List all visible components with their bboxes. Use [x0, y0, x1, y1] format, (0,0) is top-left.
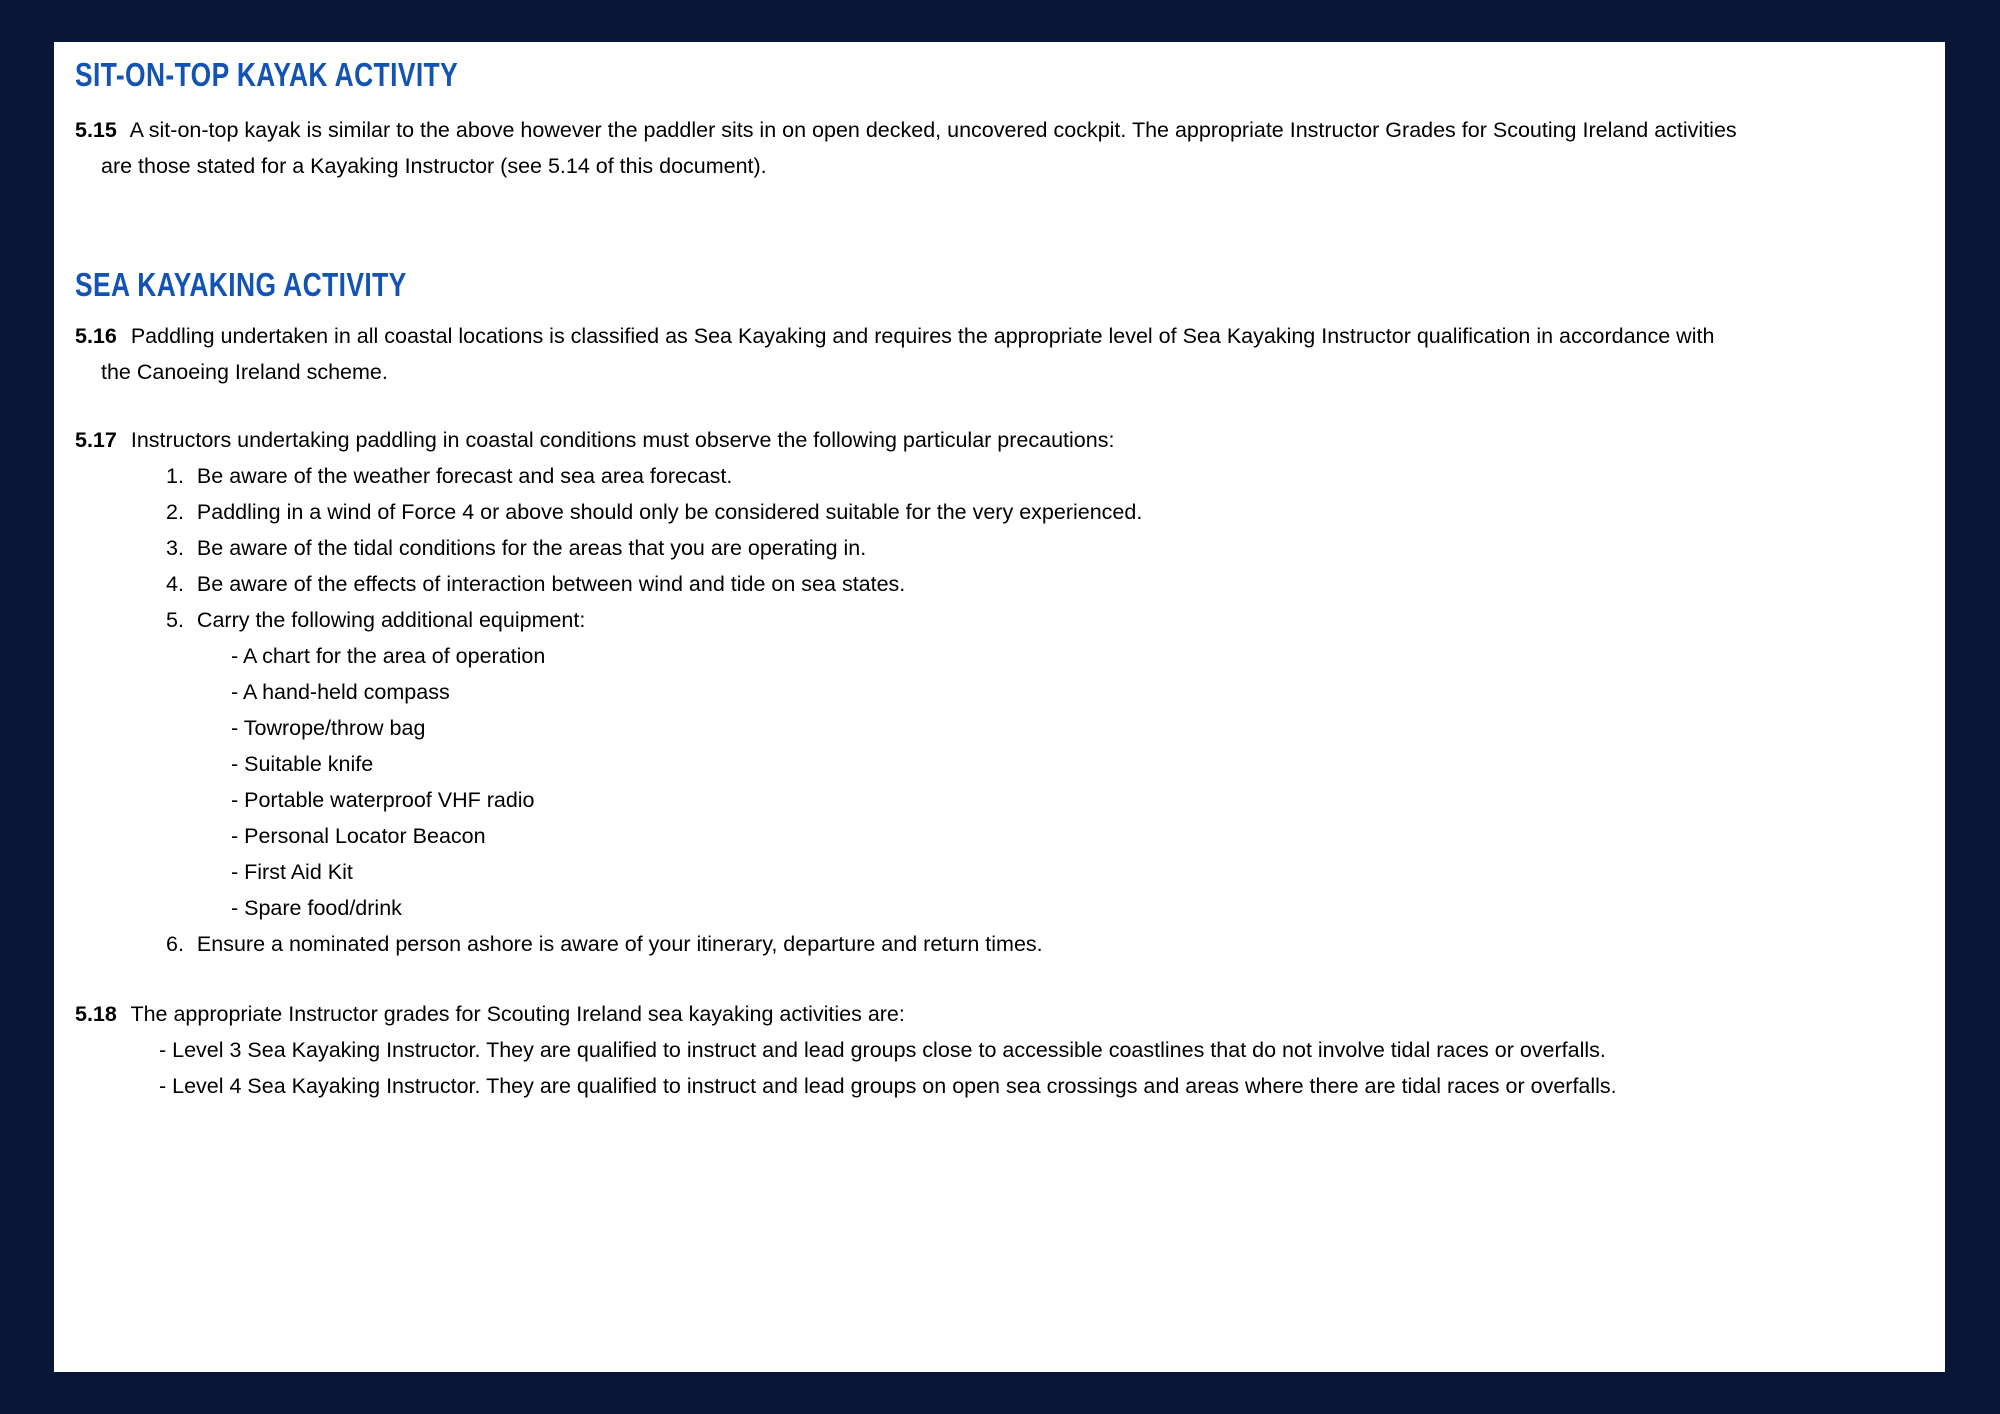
- dash-item-level-3: [159, 1032, 1921, 1068]
- paragraph-5-17-line-1: [75, 422, 1921, 458]
- sub-list-item-text: - A chart for the area of operation: [231, 644, 546, 668]
- sub-list-item-text: - Towrope/throw bag: [231, 716, 426, 740]
- list-item-number: 4.: [166, 572, 184, 596]
- sub-list-item-text: - Spare food/drink: [231, 896, 402, 920]
- sub-list-item-vhf-radio: [231, 782, 1921, 818]
- list-item-2: [166, 494, 1921, 530]
- section-sit-on-top: [75, 58, 1921, 92]
- paragraph-5-16-line-1: [75, 318, 1921, 354]
- paragraph-text: Instructors undertaking paddling in coastal conditions must observe the following particular precautions:: [130, 428, 1115, 452]
- list-item-number: 2.: [166, 500, 184, 524]
- section-heading-sea-kayaking: SEA KAYAKING ACTIVITY: [75, 266, 407, 303]
- sub-list-item-text: - Suitable knife: [231, 752, 374, 776]
- list-item-text: Paddling in a wind of Force 4 or above should only be considered suitable for the very experienced.: [196, 500, 1143, 524]
- paragraph-text: A sit-on-top kayak is similar to the above however the paddler sits in on open decked, uncovered cockpit. The appropriate Instructor Grades for Scouting Ireland activities: [129, 118, 1737, 142]
- list-item-1: [166, 458, 1921, 494]
- list-item-number: 5.: [166, 608, 184, 632]
- sub-list-item-first-aid: [231, 854, 1921, 890]
- document-page: [54, 42, 1945, 1372]
- paragraph-number: 5.15: [75, 118, 117, 142]
- sub-list-item-compass: [231, 674, 1921, 710]
- paragraph-number: 5.18: [75, 1002, 117, 1026]
- paragraph-5-18-line-1: [75, 996, 1921, 1032]
- dash-item-text: - Level 4 Sea Kayaking Instructor. They are qualified to instruct and lead groups on open sea crossings and areas where there are tidal races or overfalls.: [159, 1074, 1617, 1098]
- list-item-3: [166, 530, 1921, 566]
- sub-list-item-text: - Personal Locator Beacon: [231, 824, 486, 848]
- sub-list-item-text: - A hand-held compass: [231, 680, 450, 704]
- paragraph-number: 5.17: [75, 428, 117, 452]
- list-item-5: [166, 602, 1921, 638]
- sub-list-item-text: - Portable waterproof VHF radio: [231, 788, 535, 812]
- list-item-text: Be aware of the weather forecast and sea area forecast.: [196, 464, 733, 488]
- paragraph-5-15-line-2: [101, 148, 1921, 184]
- section-sea-kayaking: [75, 268, 1921, 302]
- paragraph-5-15-line-1: [75, 112, 1921, 148]
- section-heading-sit-on-top: SIT-ON-TOP KAYAK ACTIVITY: [75, 56, 459, 93]
- sub-list-item-towrope: [231, 710, 1921, 746]
- list-item-text: Be aware of the tidal conditions for the areas that you are operating in.: [196, 536, 867, 560]
- paragraph-text: The appropriate Instructor grades for Scouting Ireland sea kayaking activities are:: [130, 1002, 905, 1026]
- paragraph-5-16-line-2: [101, 354, 1921, 390]
- list-item-text: Be aware of the effects of interaction between wind and tide on sea states.: [196, 572, 906, 596]
- list-item-number: 3.: [166, 536, 184, 560]
- document-content: [54, 42, 1945, 1104]
- paragraph-text: are those stated for a Kayaking Instructor (see 5.14 of this document).: [101, 154, 767, 178]
- list-item-text: Ensure a nominated person ashore is aware of your itinerary, departure and return times.: [196, 932, 1043, 956]
- list-item-number: 1.: [166, 464, 184, 488]
- list-item-4: [166, 566, 1921, 602]
- list-item-6: [166, 926, 1921, 962]
- paragraph-number: 5.16: [75, 324, 117, 348]
- list-item-text: Carry the following additional equipment:: [196, 608, 586, 632]
- sub-list-item-text: - First Aid Kit: [231, 860, 353, 884]
- dash-item-level-4: [159, 1068, 1921, 1104]
- sub-list-item-knife: [231, 746, 1921, 782]
- list-item-number: 6.: [166, 932, 184, 956]
- sub-list-item-locator-beacon: [231, 818, 1921, 854]
- dash-item-text: - Level 3 Sea Kayaking Instructor. They are qualified to instruct and lead groups close to accessible coastlines that do not involve tidal races or overfalls.: [159, 1038, 1606, 1062]
- paragraph-text: Paddling undertaken in all coastal locations is classified as Sea Kayaking and requires the appropriate level of Sea Kayaking Instructor qualification in accordance with: [130, 324, 1715, 348]
- sub-list-item-chart: [231, 638, 1921, 674]
- paragraph-text: the Canoeing Ireland scheme.: [101, 360, 388, 384]
- sub-list-item-spare-food: [231, 890, 1921, 926]
